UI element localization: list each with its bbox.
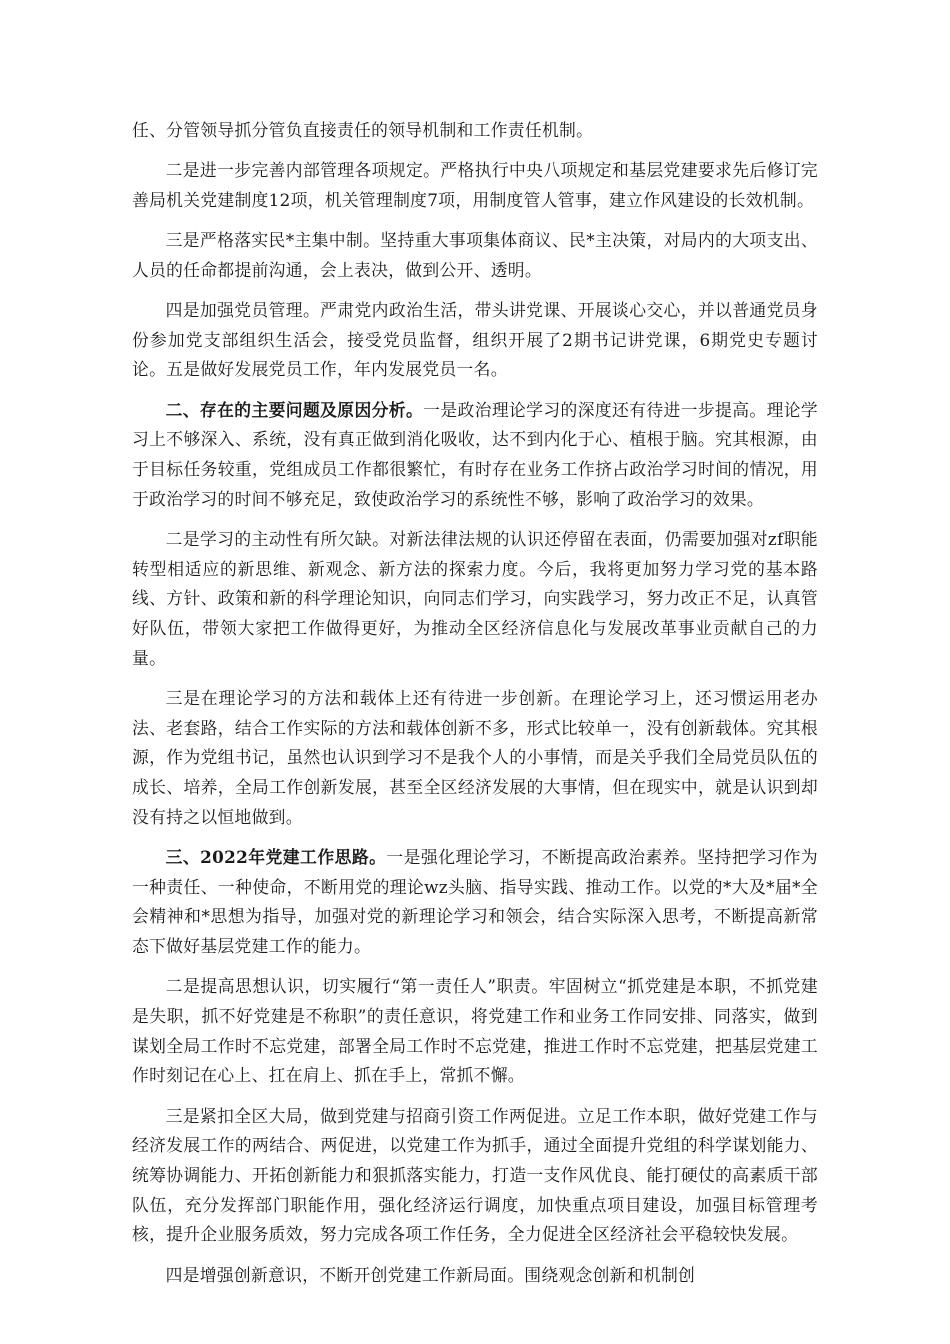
paragraph xyxy=(132,684,818,833)
section-heading: 三、2022年党建工作思路。 xyxy=(165,846,387,867)
paragraph xyxy=(132,843,818,962)
paragraph-text: 一是政治理论学习的深度还有待进一步提高。理论学习上不够深入、系统，没有真正做到消化吸收，达不到内化于心、植根于脑。究其根源，由于目标任务较重，党组成员工作都很繁忙，有时存在业务工作挤占政治学习时间的情况，用于政治学习的时间不够充足，致使政治学习的系统性不够，影响了政治学习的效果。 xyxy=(132,399,818,509)
paragraph xyxy=(132,296,818,385)
paragraph-text: 二是提高思想认识，切实履行“第一责任人”职责。牢固树立“抓党建是本职，不抓党建是失职，抓不好党建是不称职”的责任意识，将党建工作和业务工作同安排、同落实，做到谋划全局工作时不忘党建，部署全局工作时不忘党建，推进工作时不忘党建，把基层党建工作时刻记在心上、扛在肩上、抓在手上，常抓不懈。 xyxy=(132,976,818,1086)
paragraph xyxy=(132,226,818,285)
paragraph xyxy=(132,1102,818,1251)
paragraph xyxy=(132,1261,818,1291)
section-heading: 二、存在的主要问题及原因分析。 xyxy=(165,399,424,420)
paragraph-text: 四是加强党员管理。严肃党内政治生活，带头讲党课、开展谈心交心，并以普通党员身份参加党支部组织生活会，接受党员监督，组织开展了2期书记讲党课，6期党史专题讨论。五是做好发展党员工作，年内发展党员一名。 xyxy=(132,300,818,380)
document-page xyxy=(132,116,818,1301)
paragraph-text: 四是增强创新意识，不断开创党建工作新局面。围绕观念创新和机制创 xyxy=(165,1264,696,1285)
paragraph xyxy=(132,525,818,674)
paragraph-text: 三是紧扣全区大局，做到党建与招商引资工作两促进。立足工作本职，做好党建工作与经济发展工作的两结合、两促进，以党建工作为抓手，通过全面提升党组的科学谋划能力、统筹协调能力、开拓创新能力和狠抓落实能力，打造一支作风优良、能打硬仗的高素质干部队伍，充分发挥部门职能作用，强化经济运行调度，加快重点项目建设，加强目标管理考核，提升企业服务质效，努力完成各项工作任务，全力促进全区经济社会平稳较快发展。 xyxy=(132,1105,818,1245)
paragraph xyxy=(132,972,818,1091)
paragraph-text: 三是在理论学习的方法和载体上还有待进一步创新。在理论学习上，还习惯运用老办法、老套路，结合工作实际的方法和载体创新不多，形式比较单一，没有创新载体。究其根源，作为党组书记，虽然也认识到学习不是我个人的小事情，而是关乎我们全局党员队伍的成长、培养，全局工作创新发展，甚至全区经济发展的大事情，但在现实中，就是认识到却没有持之以恒地做到。 xyxy=(132,687,818,827)
paragraph-text: 三是严格落实民*主集中制。坚持重大事项集体商议、民*主决策，对局内的大项支出、人员的任命都提前沟通，会上表决，做到公开、透明。 xyxy=(132,230,818,280)
paragraph xyxy=(132,156,818,215)
paragraph xyxy=(132,116,818,146)
paragraph-text: 任、分管领导抓分管负直接责任的领导机制和工作责任机制。 xyxy=(132,120,594,140)
paragraph xyxy=(132,396,818,515)
paragraph-text: 二是学习的主动性有所欠缺。对新法律法规的认识还停留在表面，仍需要加强对zf职能转型相适应的新思维、新观念、新方法的探索力度。今后，我将更加努力学习党的基本路线、方针、政策和新的科学理论知识，向同志们学习，向实践学习，努力改正不足，认真管好队伍，带领大家把工作做得更好，为推动全区经济信息化与发展改革事业贡献自己的力量。 xyxy=(132,528,818,668)
paragraph-text: 一是强化理论学习，不断提高政治素养。坚持把学习作为一种责任、一种使命，不断用党的理论wz头脑、指导实践、推动工作。以党的*大及*届*全会精神和*思想为指导，加强对党的新理论学习和领会，结合实际深入思考，不断提高新常态下做好基层党建工作的能力。 xyxy=(132,846,818,957)
paragraph-text: 二是进一步完善内部管理各项规定。严格执行中央八项规定和基层党建要求先后修订完善局机关党建制度12项，机关管理制度7项，用制度管人管事，建立作风建设的长效机制。 xyxy=(132,160,818,210)
